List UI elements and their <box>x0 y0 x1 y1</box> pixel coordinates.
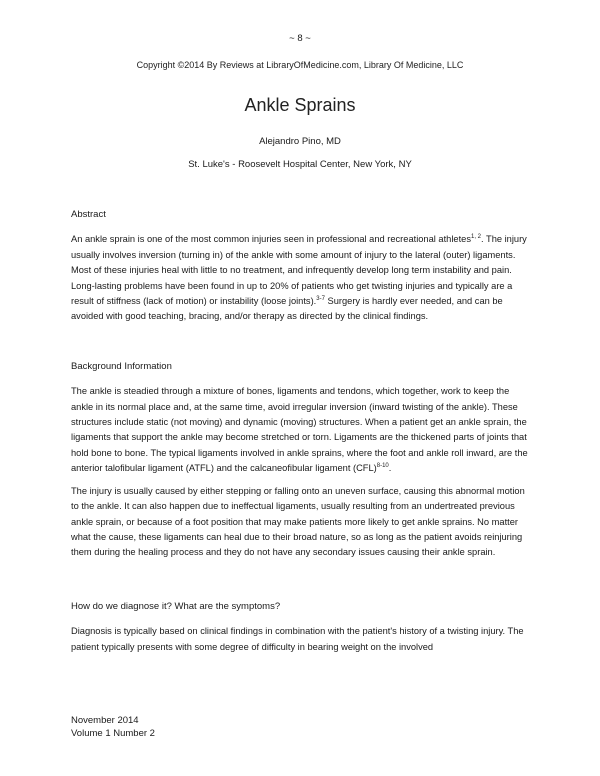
background-p1-text: The ankle is steadied through a mixture of bones, ligaments and tendons, which together, work to keep the ankle in its normal place and, at the same time, avoid irregular inversion (inward twisting of the ankle). These structures include static (not moving) and dynamic (moving) structures. When a patient get an ankle sprain, the ligaments that support the ankle may become stretched or torn. Ligaments are the thickened parts of joints that hold bone to bone. The typical ligaments involved in ankle sprains, where the foot and ankle roll inward, are the anterior talofibular ligament (ATFL) and the calcaneofibular ligament (CFL) <box>71 386 528 474</box>
abstract-text-part-2: . The injury usually involves inversion (turning in) of the ankle with some amount of injury to the lateral (outer) ligaments. Most of these injuries heal with little to no treatment, and infrequently develop long term instability and pain. Long-lasting problems have been found in up to 20% of patients who get twisting injuries and typically are a result of stiffness (lack of motion) or instability (loose joints). <box>71 234 527 307</box>
page-number: ~ 8 ~ <box>289 33 311 44</box>
diagnosis-paragraph: Diagnosis is typically based on clinical findings in combination with the patient's history of a twisting injury. The patient typically presents with some degree of difficulty in bearing weight on the involved <box>71 626 524 652</box>
issue-volume: Volume 1 Number 2 <box>71 728 155 739</box>
background-p1-reference: 8-10 <box>376 463 389 470</box>
abstract-reference-2: 3-7 <box>316 296 325 303</box>
article-author: Alejandro Pino, MD <box>259 136 341 147</box>
article-body <box>71 207 531 655</box>
background-paragraph-1 <box>71 384 531 476</box>
abstract-heading: Abstract <box>71 209 106 220</box>
background-p1-end: . <box>388 463 392 474</box>
background-heading: Background Information <box>71 360 172 372</box>
article-affiliation: St. Luke's - Roosevelt Hospital Center, New York, NY <box>188 159 412 170</box>
copyright-notice: Copyright ©2014 By Reviews at LibraryOfMedicine.com, Library Of Medicine, LLC <box>136 60 464 70</box>
issue-date: November 2014 <box>71 715 139 726</box>
background-paragraph-2: The injury is usually caused by either stepping or falling onto an uneven surface, causing this abnormal motion to the ankle. It can also happen due to ineffectual ligaments, usually resulting from an undertreated previous ankle sprain, or because of a foot position that may make patients more likely to get ankle sprains. No matter what the cause, these ligaments can heal due to their broad nature, so as long as the patient avoids reinjuring them during the healing process and they do not have any secondary issues causing their ankle sprain. <box>71 485 525 558</box>
abstract-paragraph <box>71 232 531 324</box>
abstract-reference-1: 1, 2 <box>471 234 482 241</box>
article-title: Ankle Sprains <box>244 95 356 115</box>
abstract-text-part-3: Surgery is hardly ever needed, and can be avoided with good teaching, bracing, and/or therapy as directed by the clinical findings. <box>71 296 503 322</box>
issue-footer <box>71 714 155 740</box>
abstract-text-part-1: An ankle sprain is one of the most common injuries seen in professional and recreational athletes <box>71 234 471 245</box>
diagnosis-heading: How do we diagnose it? What are the symptoms? <box>71 600 281 612</box>
